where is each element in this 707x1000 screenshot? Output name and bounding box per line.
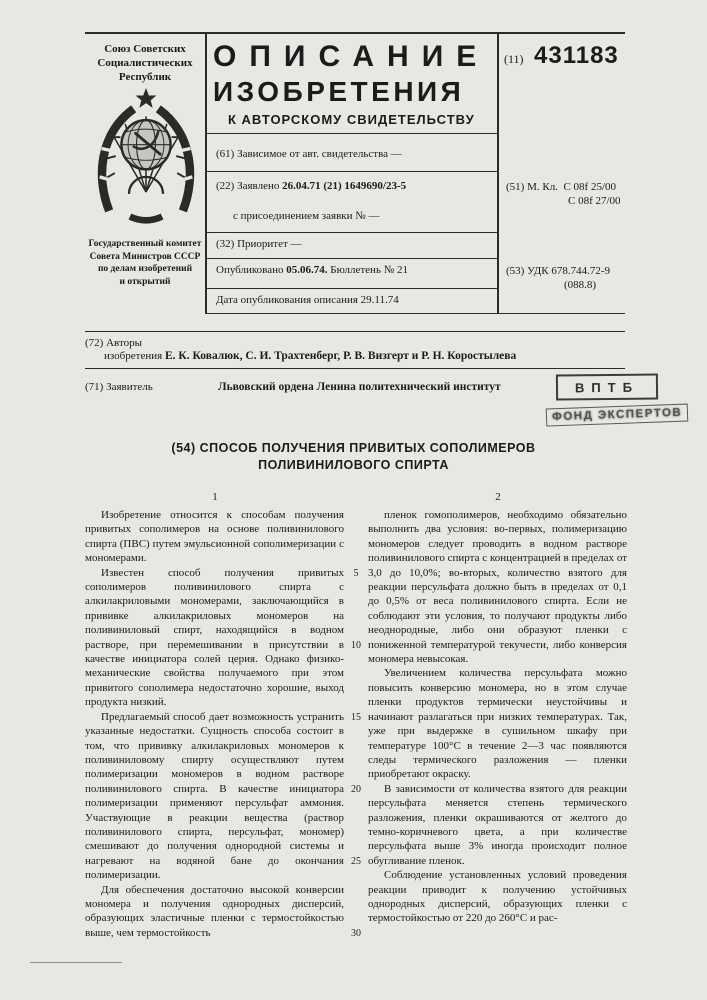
divider	[205, 232, 497, 233]
divider	[497, 32, 499, 314]
document-subtitle: К АВТОРСКОМУ СВИДЕТЕЛЬСТВУ	[228, 112, 475, 127]
line-number: 30	[351, 928, 361, 939]
library-stamp-fund: ФОНД ЭКСПЕРТОВ	[546, 404, 689, 427]
class-code-1: С 08f 25/00	[563, 181, 616, 193]
field-dependent: (61) Зависимое от авт. свидетельства —	[216, 148, 402, 160]
classification-block	[506, 180, 621, 208]
divider	[205, 288, 497, 289]
paragraph: В зависимости от количества взятого для реакции персульфата меняется степень термического разложения, пленки окрашиваются от желтого до темно-коричневого цвета, а при количестве персульфата выше 3% иногда происходит полное обугливание пленок.	[368, 782, 627, 867]
patent-number: 431183	[534, 42, 619, 69]
udk-value: 678.744.72-9	[551, 265, 611, 277]
line-number: 20	[351, 784, 361, 795]
application-number: (21) 1649690/23-5	[320, 180, 407, 192]
column-number-2: 2	[495, 491, 501, 503]
paragraph: пленок гомополимеров, необходимо обязательно выполнить два условия: во-первых, полимеризацию мономеров следует проводить в водном растворе поливинилового спирта с концентрацией в пределах от 3,0 до 10,0%; во-вторых, количество взятого для реакции персульфата должно быть в пределах от 0,1 до 0,5% от веса поливинилового спирта. Если не соблюдают эти условия, то получают продукты либо неоднородные, либо они образуют пленки с пониженной температурой текучести, либо конверсия мономера невысокая.	[368, 509, 627, 666]
divider	[85, 331, 625, 332]
field-priority: (32) Приоритет —	[216, 238, 302, 250]
paragraph: Соблюдение установленных условий проведения реакции приводит к получению устойчивых однородных дисперсий, образующих пленки с термостойкостью от 220 до 260°С и рас-	[368, 869, 627, 925]
line-number: 25	[351, 856, 361, 867]
divider	[205, 313, 625, 314]
authors-code-label-2: изобретения	[104, 350, 163, 362]
authors-code-label: (72) Авторы	[85, 337, 142, 349]
committee-name: Государственный комитет Совета Министров СССР по делам изобретений и открытий	[88, 239, 202, 287]
invention-title-line1: (54) СПОСОБ ПОЛУЧЕНИЯ ПРИВИТЫХ СОПОЛИМЕРОВ	[171, 441, 536, 455]
field-filed: (22) Заявлено 26.04.71 (21) 1649690/23-5	[216, 180, 407, 192]
udk-label: (53) УДК	[506, 265, 549, 277]
class-label: (51) М. Кл.	[506, 181, 558, 193]
invention-title-line2: ПОЛИВИНИЛОВОГО СПИРТА	[258, 458, 449, 472]
paragraph: Известен способ получения привитых сополимеров поливинилового спирта с алкилакриловыми мономерами, заключающийся в прививке алкилакриловых мономеров на поливиниловый спирт, находящийся в водном растворе, при перемешивании в присутствии в качестве инициатора солей церия. Однако физико-механические свойства получаемого при этом привитого сополимера недостаточно хорошие, выход продукта низкий.	[85, 566, 344, 709]
column-number-1: 1	[212, 491, 218, 503]
divider	[85, 368, 625, 369]
line-number: 10	[351, 640, 361, 651]
publication-date: 05.06.74.	[286, 264, 328, 276]
document-type-title: ОПИСАНИЕ	[213, 40, 490, 73]
divider	[85, 32, 625, 34]
patent-number-code: (11)	[504, 52, 524, 66]
field-joined-application: с присоединением заявки № —	[233, 210, 380, 222]
body-column-right	[368, 508, 627, 926]
document-type-title-2: ИЗОБРЕТЕНИЯ	[213, 76, 465, 107]
field-description-publication-date: Дата опубликования описания 29.11.74	[216, 294, 399, 306]
invention-title	[0, 440, 707, 474]
star-icon	[136, 88, 157, 108]
paragraph: Для обеспечения достаточно высокой конверсии мономера и получения однородных дисперсий, образующих эластичные пленки с термостойкостью выше, чем термостойкость	[85, 883, 344, 939]
applicant-label: (71) Заявитель	[85, 381, 153, 393]
line-number: 5	[353, 568, 359, 579]
udk-value-2: (088.8)	[564, 279, 597, 291]
issuing-union-name: Союз Советских Социалистических Республик	[97, 43, 193, 83]
filing-date: 26.04.71	[282, 180, 321, 192]
body-column-left	[85, 508, 344, 940]
paragraph: Изобретение относится к способам получения привитых сополимеров на основе поливинилового спирта (ПВС) путем эмульсионной сополимеризации с мономерами.	[85, 509, 344, 565]
paragraph: Увеличением количества персульфата можно повысить конверсию мономера, но в этом случае пленки продуктов термически неустойчивы и начинают разлагаться при низких температурах. Так, уже при выдержке в сушильном шкафу при температуре 100°С в течение 2—3 час появляются следы термического разложения — пленки приобретают окраску.	[368, 667, 627, 781]
divider	[205, 258, 497, 259]
paragraph: Предлагаемый способ дает возможность устранить указанные недостатки. Сущность способа состоит в том, что прививку алкилакриловых мономеров к поливиниловому спирту осуществляют путем полимеризации мономеров в водном растворе поливинилового спирта. В качестве инициатора полимеризации применяют персульфат аммония. Участвующие в реакции вещества (раствор поливинилового спирта, персульфат, мономер) смешивают до получения однородной системы и нагревают на водяной бане до окончания полимеризации.	[85, 710, 344, 882]
divider	[205, 171, 497, 172]
class-code-2: С 08f 27/00	[568, 195, 621, 207]
ussr-emblem-icon	[94, 84, 198, 235]
divider	[205, 133, 497, 134]
library-stamp: ВПТБ	[556, 373, 658, 400]
scan-artifact-line	[30, 962, 122, 963]
line-number: 15	[351, 712, 361, 723]
applicant-name: Львовский ордена Ленина политехнический институт	[218, 381, 501, 393]
authors-names: Е. К. Ковалюк, С. И. Трахтенберг, Р. В. Визгерт и Р. Н. Коростылева	[165, 350, 517, 362]
udk-block	[506, 264, 610, 292]
field-published: Опубликовано 05.06.74. Бюллетень № 21	[216, 264, 408, 276]
